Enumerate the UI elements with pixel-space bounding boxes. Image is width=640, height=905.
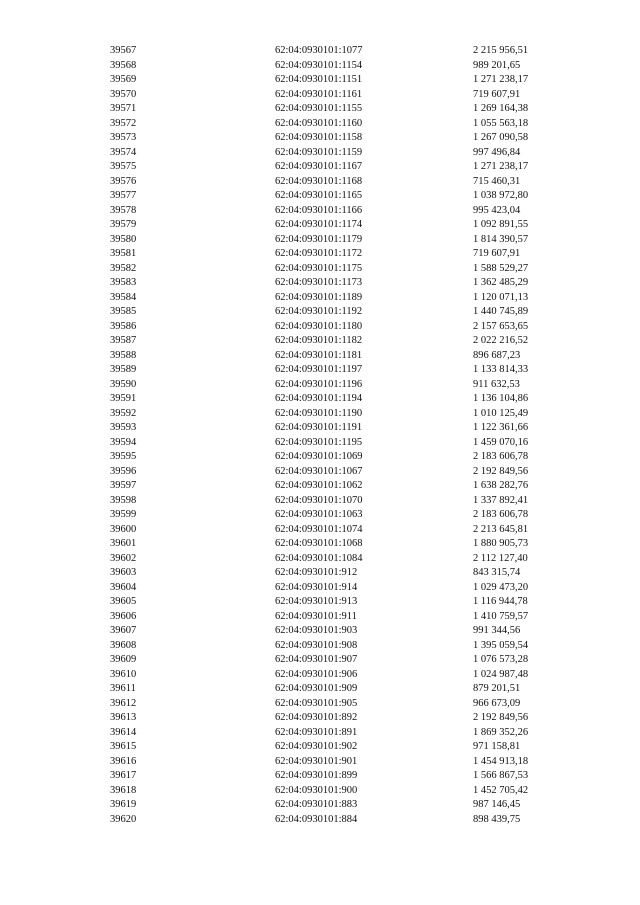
- table-row: [0, 131, 640, 146]
- cadastral-number: 62:04:0930101:1077: [275, 45, 363, 56]
- row-number: 39614: [110, 726, 137, 738]
- cadastral-value: 911 632,53: [473, 378, 520, 390]
- cadastral-value: 1 638 282,76: [473, 480, 529, 491]
- row-number: 39613: [110, 712, 137, 723]
- cadastral-number: 62:04:0930101:883: [275, 799, 358, 810]
- cadastral-number: 62:04:0930101:1196: [275, 378, 363, 390]
- table-row: [0, 320, 640, 335]
- table-row: [0, 537, 640, 552]
- table-row: [0, 73, 640, 88]
- row-number: 39579: [110, 219, 137, 230]
- cadastral-value: 971 158,81: [473, 741, 521, 752]
- cadastral-value: 719 607,91: [473, 88, 521, 100]
- cadastral-value: 1 454 913,18: [473, 755, 529, 767]
- cadastral-number: 62:04:0930101:1151: [275, 74, 363, 85]
- cadastral-number: 62:04:0930101:1069: [275, 451, 363, 462]
- cadastral-number: 62:04:0930101:1197: [275, 364, 363, 375]
- cadastral-number: 62:04:0930101:1172: [275, 248, 363, 259]
- row-number: 39608: [110, 639, 137, 651]
- row-number: 39567: [110, 45, 137, 56]
- row-number: 39571: [110, 103, 137, 114]
- cadastral-number: 62:04:0930101:1084: [275, 552, 363, 564]
- table-row: [0, 59, 640, 74]
- cadastral-value: 1 395 059,54: [473, 639, 529, 651]
- table-row: [0, 305, 640, 320]
- cadastral-value: 2 157 653,65: [473, 320, 529, 332]
- row-number: 39604: [110, 581, 137, 593]
- row-number: 39587: [110, 335, 137, 346]
- cadastral-number: 62:04:0930101:1158: [275, 132, 363, 143]
- row-number: 39596: [110, 465, 137, 477]
- cadastral-value: 2 183 606,78: [473, 451, 529, 462]
- cadastral-value: 991 344,56: [473, 625, 521, 636]
- row-number: 39580: [110, 233, 137, 245]
- cadastral-number: 62:04:0930101:911: [275, 610, 357, 622]
- table-row: [0, 334, 640, 349]
- table-row: [0, 479, 640, 494]
- table-row: [0, 465, 640, 480]
- cadastral-number: 62:04:0930101:912: [275, 567, 358, 578]
- row-number: 39592: [110, 407, 137, 419]
- cadastral-number: 62:04:0930101:1174: [275, 219, 363, 230]
- cadastral-value: 1 440 745,89: [473, 306, 529, 317]
- cadastral-number: 62:04:0930101:891: [275, 726, 358, 738]
- cadastral-number: 62:04:0930101:1175: [275, 262, 363, 274]
- table-row: [0, 682, 640, 697]
- cadastral-value: 1 267 090,58: [473, 132, 529, 143]
- cadastral-value: 896 687,23: [473, 349, 521, 361]
- cadastral-value: 1 588 529,27: [473, 262, 529, 274]
- table-row: [0, 566, 640, 581]
- cadastral-value: 1 566 867,53: [473, 770, 529, 781]
- table-row: [0, 102, 640, 117]
- table-row: [0, 450, 640, 465]
- cadastral-value: 2 213 645,81: [473, 523, 529, 535]
- table-row: [0, 44, 640, 59]
- cadastral-number: 62:04:0930101:1067: [275, 465, 363, 477]
- cadastral-value: 1 038 972,80: [473, 190, 529, 201]
- cadastral-value: 2 183 606,78: [473, 509, 529, 520]
- row-number: 39584: [110, 291, 137, 303]
- table-row: [0, 218, 640, 233]
- table-row: [0, 755, 640, 770]
- cadastral-value: 987 146,45: [473, 799, 521, 810]
- row-number: 39578: [110, 204, 137, 216]
- cadastral-value: 1 076 573,28: [473, 654, 529, 665]
- cadastral-number: 62:04:0930101:1167: [275, 161, 363, 172]
- row-number: 39569: [110, 74, 137, 85]
- table-row: [0, 552, 640, 567]
- row-number: 39619: [110, 799, 137, 810]
- table-row: [0, 349, 640, 364]
- cadastral-number: 62:04:0930101:908: [275, 639, 358, 651]
- table-row: [0, 363, 640, 378]
- row-number: 39605: [110, 596, 137, 607]
- cadastral-value: 1 271 238,17: [473, 161, 529, 172]
- cadastral-value: 843 315,74: [473, 567, 521, 578]
- cadastral-value: 1 410 759,57: [473, 610, 529, 622]
- table-row: [0, 668, 640, 683]
- cadastral-number: 62:04:0930101:1180: [275, 320, 363, 332]
- table-row: [0, 262, 640, 277]
- cadastral-value: 1 362 485,29: [473, 277, 529, 288]
- cadastral-number: 62:04:0930101:1191: [275, 422, 363, 433]
- row-number: 39607: [110, 625, 137, 636]
- cadastral-value-table: [0, 44, 640, 827]
- table-row: [0, 813, 640, 828]
- cadastral-value: 1 024 987,48: [473, 668, 529, 680]
- row-number: 39620: [110, 813, 137, 825]
- cadastral-number: 62:04:0930101:907: [275, 654, 358, 665]
- cadastral-number: 62:04:0930101:1194: [275, 393, 363, 404]
- row-number: 39612: [110, 697, 137, 709]
- cadastral-number: 62:04:0930101:913: [275, 596, 358, 607]
- cadastral-number: 62:04:0930101:1161: [275, 88, 363, 100]
- row-number: 39594: [110, 436, 137, 448]
- cadastral-number: 62:04:0930101:901: [275, 755, 358, 767]
- cadastral-value: 2 192 849,56: [473, 465, 529, 477]
- row-number: 39597: [110, 480, 137, 491]
- table-row: [0, 726, 640, 741]
- cadastral-value: 1 136 104,86: [473, 393, 529, 404]
- cadastral-value: 2 022 216,52: [473, 335, 529, 346]
- cadastral-number: 62:04:0930101:1160: [275, 117, 363, 129]
- row-number: 39610: [110, 668, 137, 680]
- row-number: 39583: [110, 277, 137, 288]
- table-row: [0, 88, 640, 103]
- row-number: 39574: [110, 146, 137, 158]
- table-row: [0, 798, 640, 813]
- cadastral-number: 62:04:0930101:899: [275, 770, 358, 781]
- cadastral-number: 62:04:0930101:1159: [275, 146, 363, 158]
- row-number: 39609: [110, 654, 137, 665]
- table-row: [0, 378, 640, 393]
- table-row: [0, 494, 640, 509]
- cadastral-number: 62:04:0930101:905: [275, 697, 358, 709]
- cadastral-value: 1 337 892,41: [473, 494, 529, 506]
- cadastral-number: 62:04:0930101:1062: [275, 480, 363, 491]
- cadastral-value: 898 439,75: [473, 813, 521, 825]
- cadastral-value: 966 673,09: [473, 697, 521, 709]
- cadastral-number: 62:04:0930101:906: [275, 668, 358, 680]
- cadastral-value: 2 192 849,56: [473, 712, 529, 723]
- table-row: [0, 581, 640, 596]
- cadastral-value: 1 271 238,17: [473, 74, 529, 85]
- cadastral-value: 1 814 390,57: [473, 233, 529, 245]
- cadastral-number: 62:04:0930101:1166: [275, 204, 363, 216]
- table-row: [0, 595, 640, 610]
- row-number: 39577: [110, 190, 137, 201]
- table-row: [0, 407, 640, 422]
- cadastral-value: 719 607,91: [473, 248, 521, 259]
- row-number: 39606: [110, 610, 137, 622]
- cadastral-value: 989 201,65: [473, 59, 521, 71]
- cadastral-value: 1 459 070,16: [473, 436, 529, 448]
- cadastral-value: 1 010 125,49: [473, 407, 529, 419]
- cadastral-value: 997 496,84: [473, 146, 521, 158]
- row-number: 39600: [110, 523, 137, 535]
- row-number: 39618: [110, 784, 137, 796]
- cadastral-value: 1 116 944,78: [473, 596, 528, 607]
- cadastral-number: 62:04:0930101:914: [275, 581, 358, 593]
- cadastral-value: 1 122 361,66: [473, 422, 529, 433]
- row-number: 39586: [110, 320, 137, 332]
- row-number: 39568: [110, 59, 137, 71]
- cadastral-value: 879 201,51: [473, 683, 521, 694]
- table-row: [0, 189, 640, 204]
- cadastral-number: 62:04:0930101:892: [275, 712, 358, 723]
- cadastral-value: 2 112 127,40: [473, 552, 528, 564]
- cadastral-number: 62:04:0930101:1179: [275, 233, 363, 245]
- table-row: [0, 784, 640, 799]
- cadastral-number: 62:04:0930101:1192: [275, 306, 363, 317]
- row-number: 39616: [110, 755, 137, 767]
- cadastral-number: 62:04:0930101:1063: [275, 509, 363, 520]
- cadastral-number: 62:04:0930101:1074: [275, 523, 363, 535]
- cadastral-number: 62:04:0930101:1181: [275, 349, 363, 361]
- cadastral-number: 62:04:0930101:1068: [275, 538, 363, 549]
- cadastral-value: 1 880 905,73: [473, 538, 529, 549]
- cadastral-number: 62:04:0930101:1173: [275, 277, 363, 288]
- row-number: 39573: [110, 132, 137, 143]
- cadastral-number: 62:04:0930101:884: [275, 813, 358, 825]
- cadastral-value: 995 423,04: [473, 204, 521, 216]
- table-row: [0, 247, 640, 262]
- row-number: 39611: [110, 683, 136, 694]
- row-number: 39588: [110, 349, 137, 361]
- table-row: [0, 117, 640, 132]
- row-number: 39581: [110, 248, 137, 259]
- cadastral-number: 62:04:0930101:902: [275, 741, 358, 752]
- cadastral-number: 62:04:0930101:1070: [275, 494, 363, 506]
- row-number: 39589: [110, 364, 137, 375]
- table-row: [0, 204, 640, 219]
- cadastral-number: 62:04:0930101:903: [275, 625, 358, 636]
- table-row: [0, 711, 640, 726]
- cadastral-value: 1 029 473,20: [473, 581, 529, 593]
- row-number: 39585: [110, 306, 137, 317]
- cadastral-number: 62:04:0930101:1155: [275, 103, 363, 114]
- cadastral-number: 62:04:0930101:1154: [275, 59, 363, 71]
- row-number: 39593: [110, 422, 137, 433]
- cadastral-value: 715 460,31: [473, 175, 521, 187]
- table-row: [0, 421, 640, 436]
- row-number: 39590: [110, 378, 137, 390]
- cadastral-number: 62:04:0930101:909: [275, 683, 358, 694]
- cadastral-value: 1 269 164,38: [473, 103, 529, 114]
- row-number: 39591: [110, 393, 137, 404]
- row-number: 39598: [110, 494, 137, 506]
- cadastral-value: 1 120 071,13: [473, 291, 529, 303]
- cadastral-number: 62:04:0930101:1190: [275, 407, 363, 419]
- row-number: 39576: [110, 175, 137, 187]
- table-row: [0, 233, 640, 248]
- table-row: [0, 276, 640, 291]
- cadastral-number: 62:04:0930101:1195: [275, 436, 363, 448]
- row-number: 39615: [110, 741, 137, 752]
- row-number: 39602: [110, 552, 137, 564]
- cadastral-number: 62:04:0930101:1182: [275, 335, 363, 346]
- row-number: 39582: [110, 262, 137, 274]
- cadastral-value: 2 215 956,51: [473, 45, 529, 56]
- row-number: 39575: [110, 161, 137, 172]
- table-row: [0, 508, 640, 523]
- table-row: [0, 610, 640, 625]
- row-number: 39599: [110, 509, 137, 520]
- table-row: [0, 291, 640, 306]
- row-number: 39603: [110, 567, 137, 578]
- table-row: [0, 639, 640, 654]
- cadastral-number: 62:04:0930101:1168: [275, 175, 363, 187]
- cadastral-value: 1 055 563,18: [473, 117, 529, 129]
- table-row: [0, 740, 640, 755]
- table-row: [0, 653, 640, 668]
- table-row: [0, 624, 640, 639]
- cadastral-number: 62:04:0930101:1165: [275, 190, 363, 201]
- row-number: 39595: [110, 451, 137, 462]
- table-row: [0, 175, 640, 190]
- table-row: [0, 697, 640, 712]
- row-number: 39601: [110, 538, 137, 549]
- table-row: [0, 436, 640, 451]
- table-row: [0, 392, 640, 407]
- row-number: 39572: [110, 117, 137, 129]
- row-number: 39617: [110, 770, 137, 781]
- cadastral-value: 1 869 352,26: [473, 726, 529, 738]
- table-row: [0, 160, 640, 175]
- cadastral-number: 62:04:0930101:900: [275, 784, 358, 796]
- table-row: [0, 769, 640, 784]
- cadastral-value: 1 133 814,33: [473, 364, 529, 375]
- cadastral-value: 1 092 891,55: [473, 219, 529, 230]
- row-number: 39570: [110, 88, 137, 100]
- cadastral-value: 1 452 705,42: [473, 784, 529, 796]
- table-row: [0, 523, 640, 538]
- cadastral-number: 62:04:0930101:1189: [275, 291, 363, 303]
- table-row: [0, 146, 640, 161]
